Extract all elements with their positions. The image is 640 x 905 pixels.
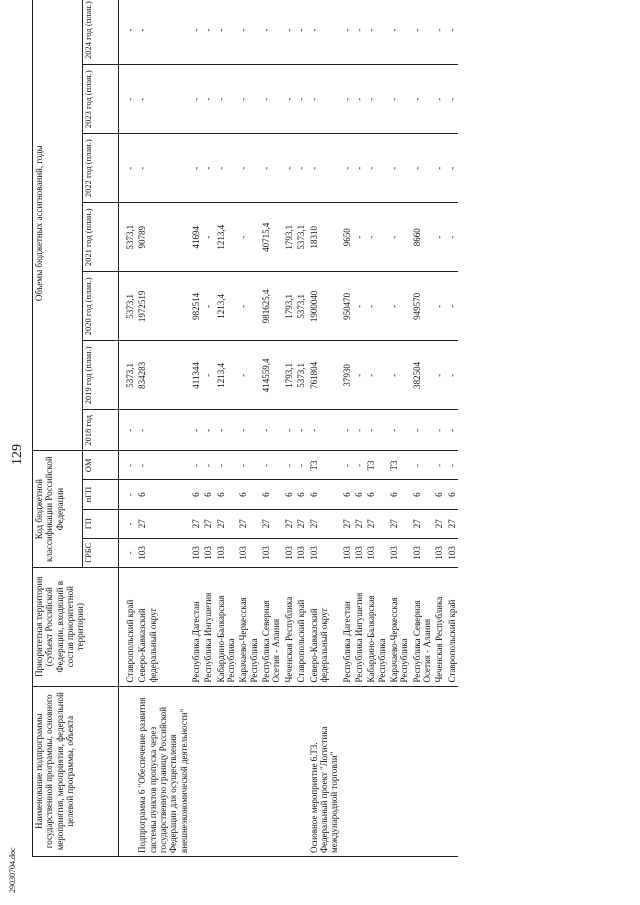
territory-cell: Чеченская Республика [283,567,295,686]
header-name: Наименование подпрограммы государственной программы, основного мероприятия, мероприятия, федеральной целевой программы, объекта [33,686,119,856]
table-row [136,0,190,857]
code-cell: 103 [433,538,445,567]
table-row [365,0,388,857]
value-cell: - [365,65,388,134]
value-cell: 40715,4 [260,203,283,272]
row-name-cell [260,686,283,856]
table-row [353,0,365,857]
row-name-cell [433,686,445,856]
value-cell: 382504 [411,341,434,410]
value-cell: - [283,134,295,203]
code-cell: 27 [433,509,445,538]
value-cell: - [260,65,283,134]
value-cell: - [202,0,214,65]
table-row [308,0,341,857]
territory-cell: Карачаево-Черкесская Республика [237,567,260,686]
value-cell: - [353,272,365,341]
value-cell: 9650 [341,203,353,272]
value-cell: - [353,134,365,203]
header-territory: Приоритетная территория (субъект Российской Федерации, входящий в состав приоритетной территории) [33,567,119,686]
row-name-cell [295,686,307,856]
value-cell: - [190,134,202,203]
value-cell: - [365,272,388,341]
value-cell: - [433,134,445,203]
value-cell: - [119,134,137,203]
row-name-cell [353,686,365,856]
row-name-cell [119,686,137,856]
territory-cell: Республика Дагестан [190,567,202,686]
row-name-cell [411,686,434,856]
value-cell: - [215,0,238,65]
code-cell: 6 [215,480,238,509]
value-cell: - [260,134,283,203]
value-cell: - [237,272,260,341]
territory-cell: Кабардино-Балкарская Республика [215,567,238,686]
value-cell: - [388,134,411,203]
value-cell: - [237,410,260,451]
value-cell: - [446,410,458,451]
code-cell: Т3 [388,451,411,480]
value-cell: 90789 [136,203,190,272]
value-cell: - [365,203,388,272]
code-cell: 103 [446,538,458,567]
value-cell: - [202,203,214,272]
value-cell: - [237,134,260,203]
code-cell: - [202,451,214,480]
value-cell: - [446,0,458,65]
territory-cell: Северо-Кавказский федеральный округ [308,567,341,686]
value-cell: - [341,134,353,203]
value-cell: - [260,410,283,451]
header-year-col: 2021 год (план.) [83,203,119,272]
value-cell: - [283,410,295,451]
table-row [260,0,283,857]
code-cell: 27 [295,509,307,538]
value-cell: 834283 [136,341,190,410]
value-cell: - [446,134,458,203]
value-cell: 1213,4 [215,203,238,272]
value-cell: - [283,0,295,65]
value-cell: 5373,1 [295,203,307,272]
value-cell: 411344 [190,341,202,410]
page-number: 129 [10,444,25,465]
header-code-col: ГП [83,509,119,538]
territory-cell: Ставропольский край [446,567,458,686]
value-cell: - [388,65,411,134]
territory-cell: Республика Ингушетия [353,567,365,686]
value-cell: - [119,65,137,134]
territory-cell: Ставропольский край [295,567,307,686]
value-cell: 982514 [190,272,202,341]
value-cell: - [388,341,411,410]
code-cell: - [446,451,458,480]
value-cell: 5373,1 [295,272,307,341]
value-cell: - [136,410,190,451]
value-cell: - [295,134,307,203]
header-code-col: пГП [83,480,119,509]
value-cell: - [215,134,238,203]
value-cell: - [353,341,365,410]
code-cell: 6 [202,480,214,509]
header-code-group: Код бюджетной классификации Российской Федерации [33,451,83,568]
code-cell: 27 [190,509,202,538]
code-cell: 6 [353,480,365,509]
value-cell: - [190,65,202,134]
code-cell: - [283,451,295,480]
code-cell: - [411,451,434,480]
code-cell: - [136,451,190,480]
territory-cell: Кабардино-Балкарская Республика [365,567,388,686]
value-cell: - [365,341,388,410]
value-cell: - [190,0,202,65]
code-cell: 103 [353,538,365,567]
code-cell: 6 [446,480,458,509]
territory-cell: Республика Северная Осетия - Алания [411,567,434,686]
value-cell: - [215,65,238,134]
value-cell: - [341,410,353,451]
code-cell: - [260,451,283,480]
code-cell: - [237,451,260,480]
code-cell: - [119,538,137,567]
value-cell: - [308,410,341,451]
code-cell: 103 [411,538,434,567]
code-cell: 6 [237,480,260,509]
table-row [411,0,434,857]
code-cell: 6 [190,480,202,509]
value-cell: - [365,410,388,451]
table-row [446,0,458,857]
territory-cell: Республика Ингушетия [202,567,214,686]
value-cell: - [283,65,295,134]
code-cell: 6 [136,480,190,509]
value-cell: - [237,0,260,65]
value-cell: - [353,203,365,272]
code-cell: 103 [295,538,307,567]
header-code-col: ОМ [83,451,119,480]
code-cell: 103 [365,538,388,567]
value-cell: - [119,0,137,65]
value-cell: - [446,272,458,341]
value-cell: - [308,0,341,65]
value-cell: - [433,0,445,65]
table-row [283,0,295,857]
territory-cell: Северо-Кавказский федеральный округ [136,567,190,686]
table-row [215,0,238,857]
code-cell: - [353,451,365,480]
value-cell: - [388,272,411,341]
code-cell: 27 [283,509,295,538]
code-cell: 6 [341,480,353,509]
header-year-col: 2023 год (план.) [83,65,119,134]
value-cell: - [433,203,445,272]
code-cell: - [119,451,137,480]
value-cell: - [388,203,411,272]
row-name-cell [365,686,388,856]
value-cell: - [446,65,458,134]
code-cell: 6 [260,480,283,509]
territory-cell: Республика Северная Осетия - Алания [260,567,283,686]
table-row [388,0,411,857]
code-cell: 6 [365,480,388,509]
value-cell: 1900040 [308,272,341,341]
header-code-col: ГРБС [83,538,119,567]
row-name-cell [202,686,214,856]
row-name-cell [283,686,295,856]
value-cell: - [411,65,434,134]
value-cell: - [136,134,190,203]
code-cell: 103 [341,538,353,567]
value-cell: - [308,65,341,134]
value-cell: - [433,410,445,451]
row-name-cell: Основное мероприятие 6.Т3. Федеральный проект "Логистика международной торговли" [308,686,341,856]
header-year-col: 2019 год (план.) [83,341,119,410]
code-cell: 27 [341,509,353,538]
value-cell: - [202,134,214,203]
code-cell: 6 [411,480,434,509]
code-cell: - [215,451,238,480]
code-cell: 6 [308,480,341,509]
value-cell: - [411,134,434,203]
value-cell: 8660 [411,203,434,272]
value-cell: 414559,4 [260,341,283,410]
code-cell: 27 [202,509,214,538]
table-row [433,0,445,857]
value-cell: - [341,0,353,65]
code-cell: - [433,451,445,480]
value-cell: - [295,0,307,65]
code-cell: 27 [260,509,283,538]
value-cell: - [433,272,445,341]
code-cell: 27 [446,509,458,538]
territory-cell: Карачаево-Черкесская Республика [388,567,411,686]
code-cell: 6 [388,480,411,509]
value-cell: 1793,1 [283,341,295,410]
value-cell: - [353,65,365,134]
value-cell: - [446,341,458,410]
territory-cell: Республика Дагестан [341,567,353,686]
table-row [202,0,214,857]
header-year-col: 2024 год (план.) [83,0,119,65]
code-cell: 103 [202,538,214,567]
code-cell: 6 [433,480,445,509]
value-cell: - [260,0,283,65]
row-name-cell [388,686,411,856]
value-cell: 1793,1 [283,203,295,272]
value-cell: - [237,341,260,410]
code-cell: 27 [365,509,388,538]
table-row [119,0,137,857]
value-cell: - [446,203,458,272]
code-cell: 103 [260,538,283,567]
code-cell: - [119,480,137,509]
value-cell: - [341,65,353,134]
territory-cell: Ставропольский край [119,567,137,686]
value-cell: - [136,0,190,65]
value-cell: - [136,65,190,134]
code-cell: Т3 [365,451,388,480]
budget-table [32,0,458,857]
code-cell: 103 [136,538,190,567]
code-cell: - [295,451,307,480]
value-cell: - [237,203,260,272]
value-cell: - [308,134,341,203]
header-year-col: 2020 год (план.) [83,272,119,341]
value-cell: - [353,410,365,451]
table-row [237,0,260,857]
value-cell: 5373,1 [119,341,137,410]
value-cell: - [237,65,260,134]
row-name-cell [446,686,458,856]
code-cell: 103 [237,538,260,567]
code-cell: Т3 [308,451,341,480]
header-volume-group: Объемы бюджетных ассигнований, годы [33,0,83,451]
row-name-cell [190,686,202,856]
value-cell: - [365,0,388,65]
value-cell: - [190,410,202,451]
table-row [341,0,353,857]
value-cell: - [433,65,445,134]
header-year-col: 2022 год (план.) [83,134,119,203]
code-cell: 27 [388,509,411,538]
row-name-cell [237,686,260,856]
value-cell: 981625,4 [260,272,283,341]
value-cell: 1213,4 [215,272,238,341]
code-cell: 27 [411,509,434,538]
header-year-col: 2018 год [83,410,119,451]
code-cell: - [190,451,202,480]
value-cell: 5373,1 [119,272,137,341]
value-cell: 1213,4 [215,341,238,410]
value-cell: 5373,1 [119,203,137,272]
value-cell: - [295,65,307,134]
value-cell: - [411,0,434,65]
value-cell: - [411,410,434,451]
value-cell: 761804 [308,341,341,410]
value-cell: - [388,0,411,65]
value-cell: - [433,341,445,410]
value-cell: - [295,410,307,451]
code-cell: 103 [308,538,341,567]
value-cell: - [202,410,214,451]
territory-cell: Чеченская Республика [433,567,445,686]
code-cell: 27 [237,509,260,538]
table-row [190,0,202,857]
code-cell: 103 [388,538,411,567]
code-cell: 27 [215,509,238,538]
code-cell: - [119,509,137,538]
value-cell: 1972519 [136,272,190,341]
value-cell: 949570 [411,272,434,341]
table-row [295,0,307,857]
value-cell: - [202,341,214,410]
value-cell: - [202,272,214,341]
value-cell: - [353,0,365,65]
code-cell: 6 [295,480,307,509]
file-footer: 29030704.doc [8,847,17,893]
row-name-cell [341,686,353,856]
code-cell: 103 [215,538,238,567]
value-cell: 950470 [341,272,353,341]
value-cell: 1793,1 [283,272,295,341]
value-cell: 5373,1 [295,341,307,410]
value-cell: - [119,410,137,451]
value-cell: 37930 [341,341,353,410]
value-cell: - [215,410,238,451]
row-name-cell: Подпрограмма 6 "Обеспечение развития системы пунктов пропуска через государственную границу Российской Федерации для осуществления внешнеэкономической деятельности" [136,686,190,856]
code-cell: 103 [283,538,295,567]
value-cell: 41694 [190,203,202,272]
code-cell: - [341,451,353,480]
value-cell: - [365,134,388,203]
value-cell: 18310 [308,203,341,272]
row-name-cell [215,686,238,856]
value-cell: - [202,65,214,134]
code-cell: 27 [353,509,365,538]
code-cell: 6 [283,480,295,509]
code-cell: 103 [190,538,202,567]
code-cell: 27 [308,509,341,538]
value-cell: - [388,410,411,451]
code-cell: 27 [136,509,190,538]
